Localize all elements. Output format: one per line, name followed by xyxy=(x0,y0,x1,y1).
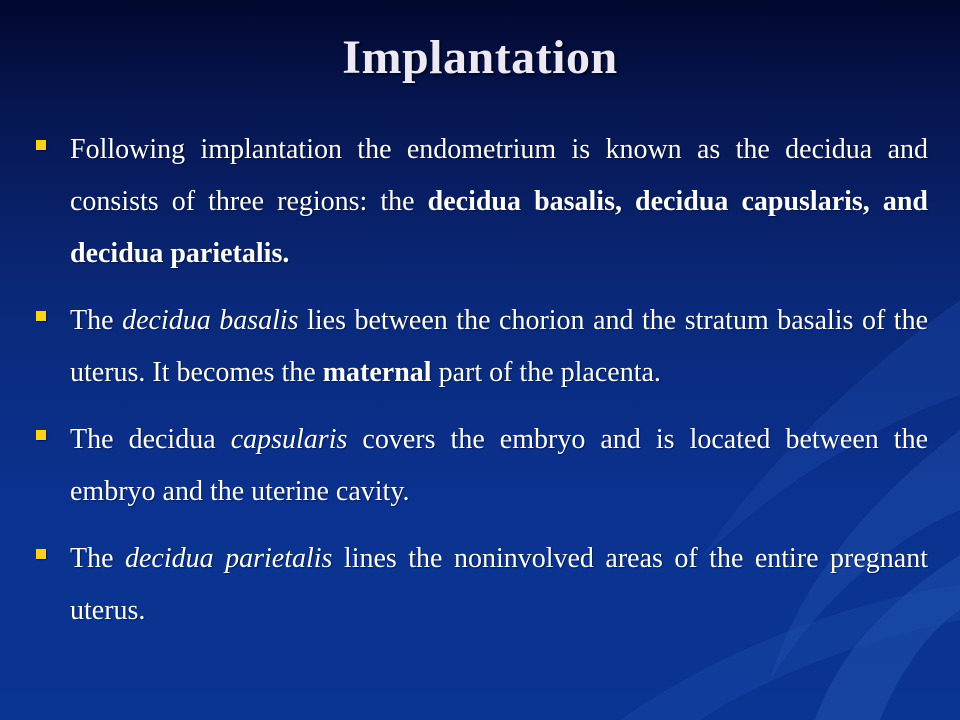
bullet-list xyxy=(30,124,928,652)
text-run-bold: decidua basalis, decidua capuslaris, and decidua parietalis. xyxy=(70,186,929,269)
bullet-item xyxy=(30,414,928,518)
bullet-square-icon xyxy=(36,311,46,321)
text-run-italic: decidua parietalis xyxy=(125,543,333,574)
text-run-normal: part of the placenta. xyxy=(431,357,661,388)
text-run-bold: maternal xyxy=(322,357,432,388)
bullet-square-icon xyxy=(36,430,46,440)
bullet-item xyxy=(30,124,928,280)
bullet-item xyxy=(30,295,928,399)
slide-title: Implantation xyxy=(342,31,618,84)
text-run-normal: The xyxy=(70,305,123,336)
bullet-text xyxy=(70,295,928,399)
text-run-normal: The xyxy=(70,543,125,574)
bullet-square-icon xyxy=(36,140,46,150)
text-run-italic: decidua basalis xyxy=(122,305,299,336)
bullet-text xyxy=(70,124,928,280)
text-run-normal: Following implantation the endometrium is known as the decidua and consists of three regions: the xyxy=(70,134,928,217)
bullet-item xyxy=(30,533,928,637)
text-run-normal: covers the embryo and is located between the embryo and the uterine cavity. xyxy=(70,424,928,507)
bullet-text xyxy=(70,414,928,518)
text-run-normal: The decidua xyxy=(70,424,231,455)
text-run-normal: lines the noninvolved areas of the entire pregnant uterus. xyxy=(70,543,928,626)
text-run-italic: capsularis xyxy=(230,424,348,455)
bullet-text xyxy=(70,533,928,637)
text-run-normal: lies between the chorion and the stratum basalis of the uterus. It becomes the xyxy=(70,305,929,388)
bullet-square-icon xyxy=(36,549,46,559)
